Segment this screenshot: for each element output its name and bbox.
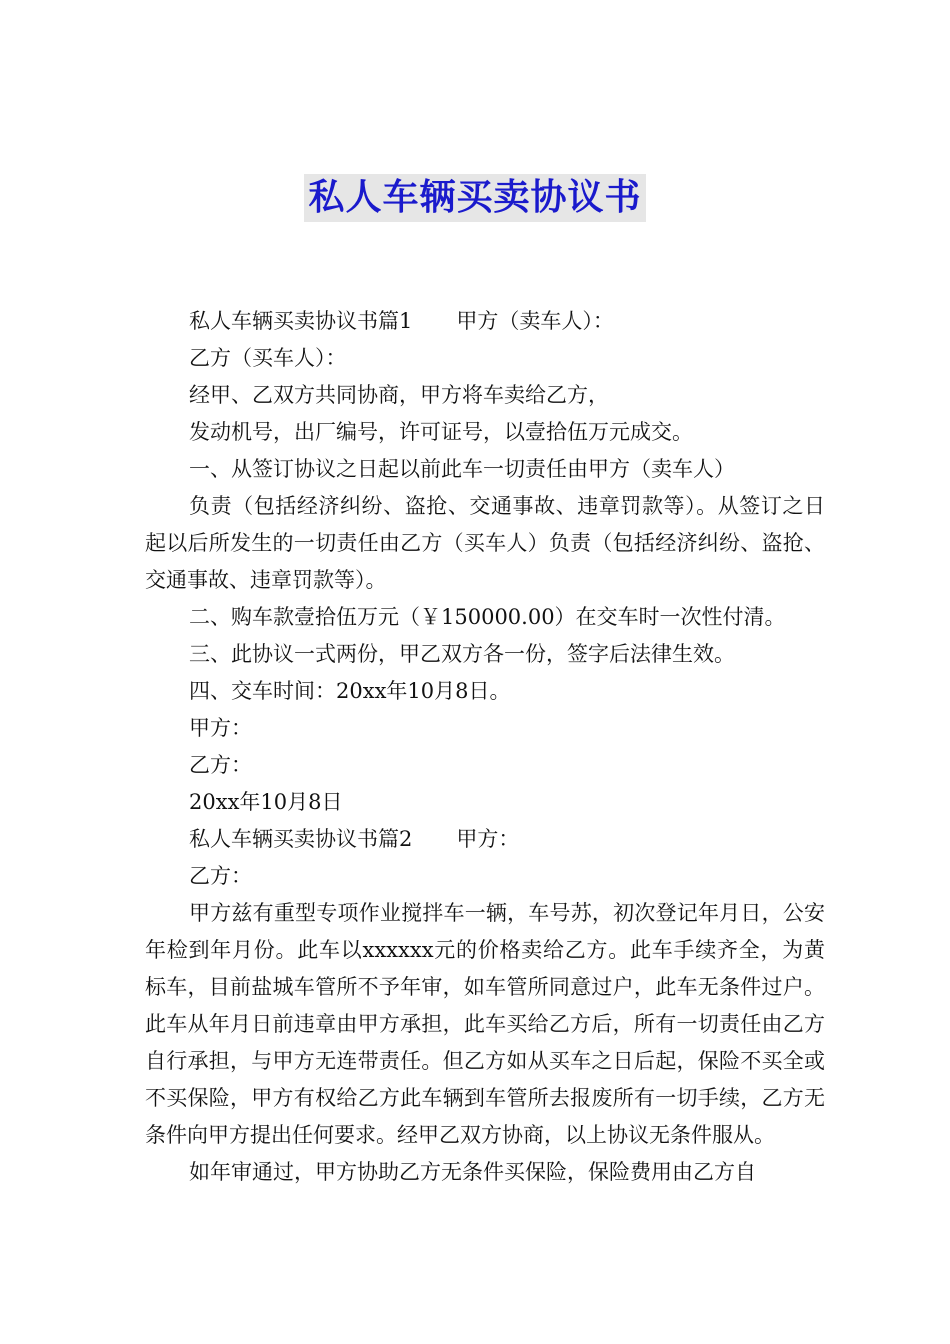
paragraph-5: 一、从签订协议之日起以前此车一切责任由甲方（卖车人） [189, 457, 735, 481]
paragraph-10: 甲方： [189, 716, 252, 740]
party-a-label: 甲方（卖车人）： [456, 309, 614, 333]
paragraph-1 [145, 303, 825, 340]
paragraph-13 [145, 821, 825, 858]
paragraph-8: 三、此协议一式两份，甲乙双方各一份，签字后法律生效。 [189, 642, 735, 666]
paragraph-16: 如年审通过，甲方协助乙方无条件买保险，保险费用由乙方自 [189, 1160, 756, 1184]
paragraph-6: 负责（包括经济纠纷、盗抢、交通事故、违章罚款等）。从签订之日起以后所发生的一切责任由乙方（买车人）负责（包括经济纠纷、盗抢、交通事故、违章罚款等）。 [145, 494, 825, 592]
section-heading-2: 私人车辆买卖协议书篇2 [189, 827, 413, 851]
paragraph-12: 20xx年10月8日 [189, 790, 343, 814]
document-body [145, 303, 825, 1191]
paragraph-15: 甲方兹有重型专项作业搅拌车一辆，车号苏，初次登记年月日，公安年检到年月份。此车以xxxxxx元的价格卖给乙方。此车手续齐全，为黄标车，目前盐城车管所不予年审，如车管所同意过户，此车无条件过户。此车从年月日前违章由甲方承担，此车买给乙方后，所有一切责任由乙方自行承担，与甲方无连带责任。但乙方如从买车之日后起，保险不买全或不买保险，甲方有权给乙方此车辆到车管所去报废所有一切手续，乙方无条件向甲方提出任何要求。经甲乙双方协商，以上协议无条件服从。 [145, 901, 825, 1147]
party-a-label-2: 甲方： [456, 827, 520, 851]
paragraph-14: 乙方： [189, 864, 252, 888]
document-title: 私人车辆买卖协议书 [304, 174, 645, 222]
paragraph-7: 二、购车款壹拾伍万元（￥150000.00）在交车时一次性付清。 [189, 605, 786, 629]
paragraph-4: 发动机号，出厂编号，许可证号，以壹拾伍万元成交。 [189, 420, 693, 444]
paragraph-2: 乙方（买车人）： [189, 346, 347, 370]
section-heading-1: 私人车辆买卖协议书篇1 [189, 309, 413, 333]
title-container [0, 174, 950, 222]
paragraph-3: 经甲、乙双方共同协商，甲方将车卖给乙方， [189, 383, 609, 407]
paragraph-11: 乙方： [189, 753, 252, 777]
paragraph-9: 四、交车时间：20xx年10月8日。 [189, 679, 511, 703]
